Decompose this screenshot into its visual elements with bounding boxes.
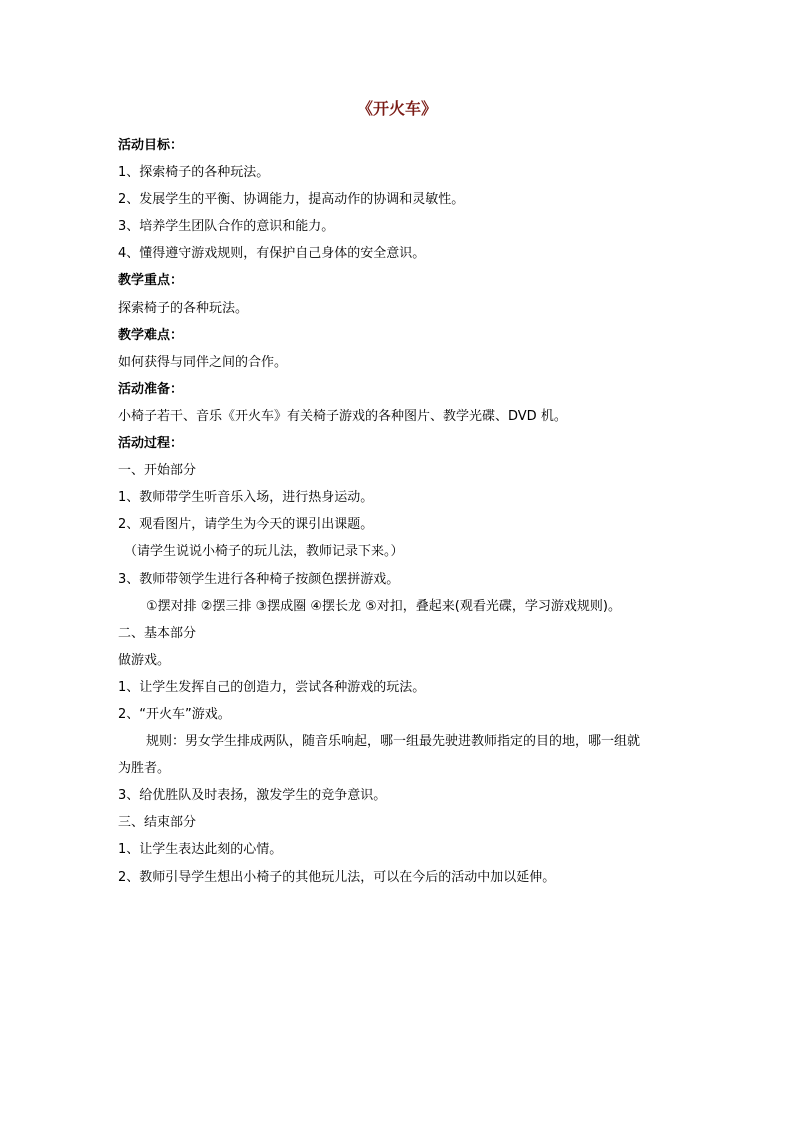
- paragraph-line: 1、让学生发挥自己的创造力，尝试各种游戏的玩法。: [118, 679, 426, 695]
- paragraph-line: 2、“开火车”游戏。: [118, 706, 231, 722]
- paragraph-line: 为胜者。: [118, 761, 171, 777]
- document-title: 《开火车》: [356, 99, 437, 118]
- paragraph-line: 3、教师带领学生进行各种椅子按颜色摆拼游戏。: [118, 571, 400, 587]
- paragraph-line: 小椅子若干、音乐《开火车》有关椅子游戏的各种图片、教学光碟、DVD 机。: [118, 408, 567, 424]
- section-heading: 教学重点：: [118, 273, 184, 289]
- paragraph-line: 2、发展学生的平衡、协调能力，提高动作的协调和灵敏性。: [118, 192, 465, 208]
- section-heading: 活动过程：: [118, 436, 184, 452]
- paragraph-line: 1、探索椅子的各种玩法。: [118, 165, 270, 181]
- paragraph-line: 三、结束部分: [118, 815, 197, 831]
- section-heading: 教学难点：: [118, 327, 184, 343]
- section-heading: 活动目标：: [118, 138, 184, 153]
- paragraph-line: 做游戏。: [118, 652, 171, 668]
- paragraph-line: 1、教师带学生听音乐入场，进行热身运动。: [118, 490, 374, 506]
- paragraph-line: 4、懂得遵守游戏规则，有保护自己身体的安全意识。: [118, 246, 426, 262]
- paragraph-line: 探索椅子的各种玩法。: [118, 300, 249, 316]
- paragraph-line: 一、开始部分: [118, 463, 197, 479]
- paragraph-line: 1、让学生表达此刻的心情。: [118, 842, 283, 858]
- section-heading: 活动准备：: [118, 381, 184, 397]
- document-body: [118, 132, 698, 891]
- paragraph-line: 2、观看图片，请学生为今天的课引出课题。: [118, 517, 374, 533]
- paragraph-line: ①摆对排 ②摆三排 ③摆成圈 ④摆长龙 ⑤对扣，叠起来(观看光碟，学习游戏规则)。: [146, 598, 621, 614]
- paragraph-line: 3、培养学生团队合作的意识和能力。: [118, 219, 335, 235]
- paragraph-line: 如何获得与同伴之间的合作。: [118, 354, 288, 370]
- paragraph-line: 3、给优胜队及时表扬，激发学生的竞争意识。: [118, 788, 387, 804]
- paragraph-line: 2、教师引导学生想出小椅子的其他玩儿法，可以在今后的活动中加以延伸。: [118, 869, 556, 885]
- paragraph-line: 二、基本部分: [118, 625, 197, 641]
- paragraph-line: 规则：男女学生排成两队，随音乐响起，哪一组最先驶进教师指定的目的地，哪一组就: [146, 734, 641, 750]
- paragraph-line: （请学生说说小椅子的玩儿法，教师记录下来。）: [124, 544, 404, 560]
